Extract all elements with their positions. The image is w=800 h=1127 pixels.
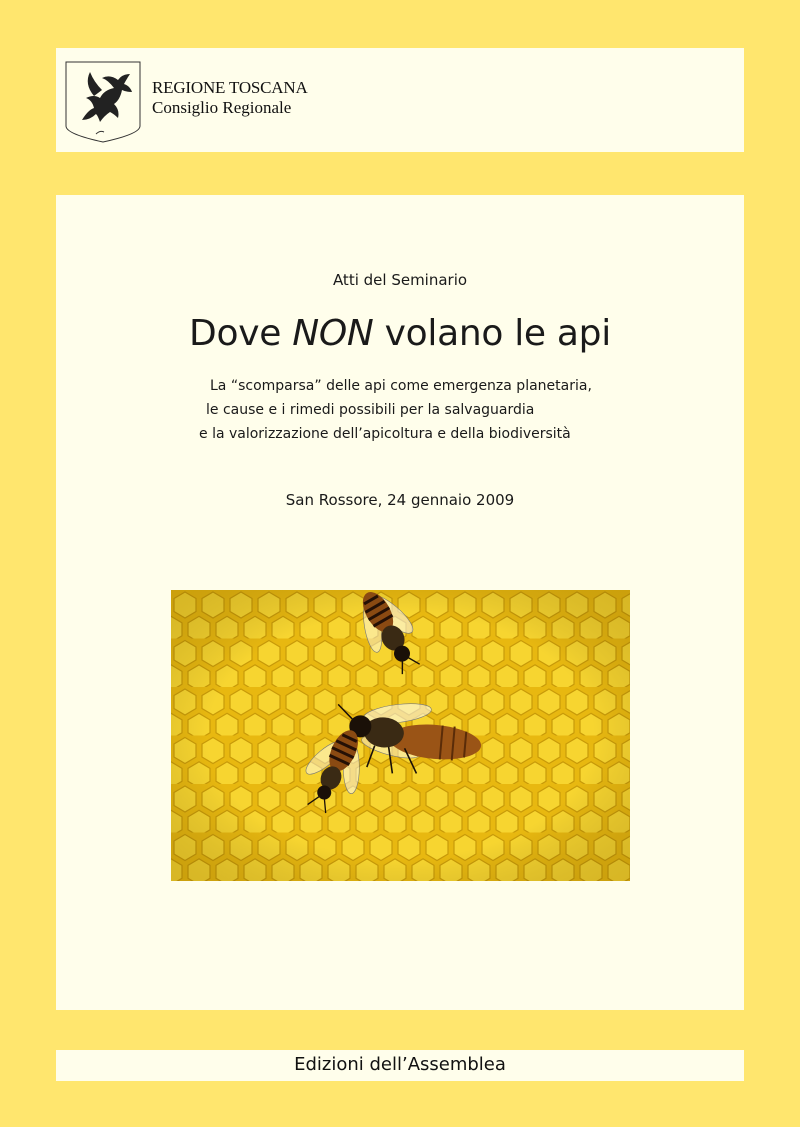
publisher-name: Edizioni dell’Assemblea <box>294 1054 506 1075</box>
event-date: San Rossore, 24 gennaio 2009 <box>285 491 515 509</box>
organization-name <box>152 78 308 118</box>
org-line-1: REGIONE TOSCANA <box>152 78 308 97</box>
pegasus-emblem-icon <box>64 60 142 144</box>
header-panel <box>56 48 744 152</box>
subtitle-line-1: La “scomparsa” delle api come emergenza planetaria, <box>210 378 592 394</box>
footer-panel <box>56 1050 744 1081</box>
title-part-1: Dove <box>189 313 293 354</box>
honeybees-on-honeycomb-photo <box>171 590 630 881</box>
title-part-2: volano le api <box>373 313 611 354</box>
subtitle-line-3: e la valorizzazione dell’apicoltura e della biodiversità <box>199 426 571 442</box>
cover-panel <box>56 195 744 1010</box>
cover-title <box>56 313 744 354</box>
title-emphasis: NON <box>292 313 374 354</box>
org-line-2: Consiglio Regionale <box>152 98 292 117</box>
subtitle-line-2: le cause e i rimedi possibili per la salvaguardia <box>206 402 535 418</box>
seminar-kicker: Atti del Seminario <box>332 271 468 289</box>
